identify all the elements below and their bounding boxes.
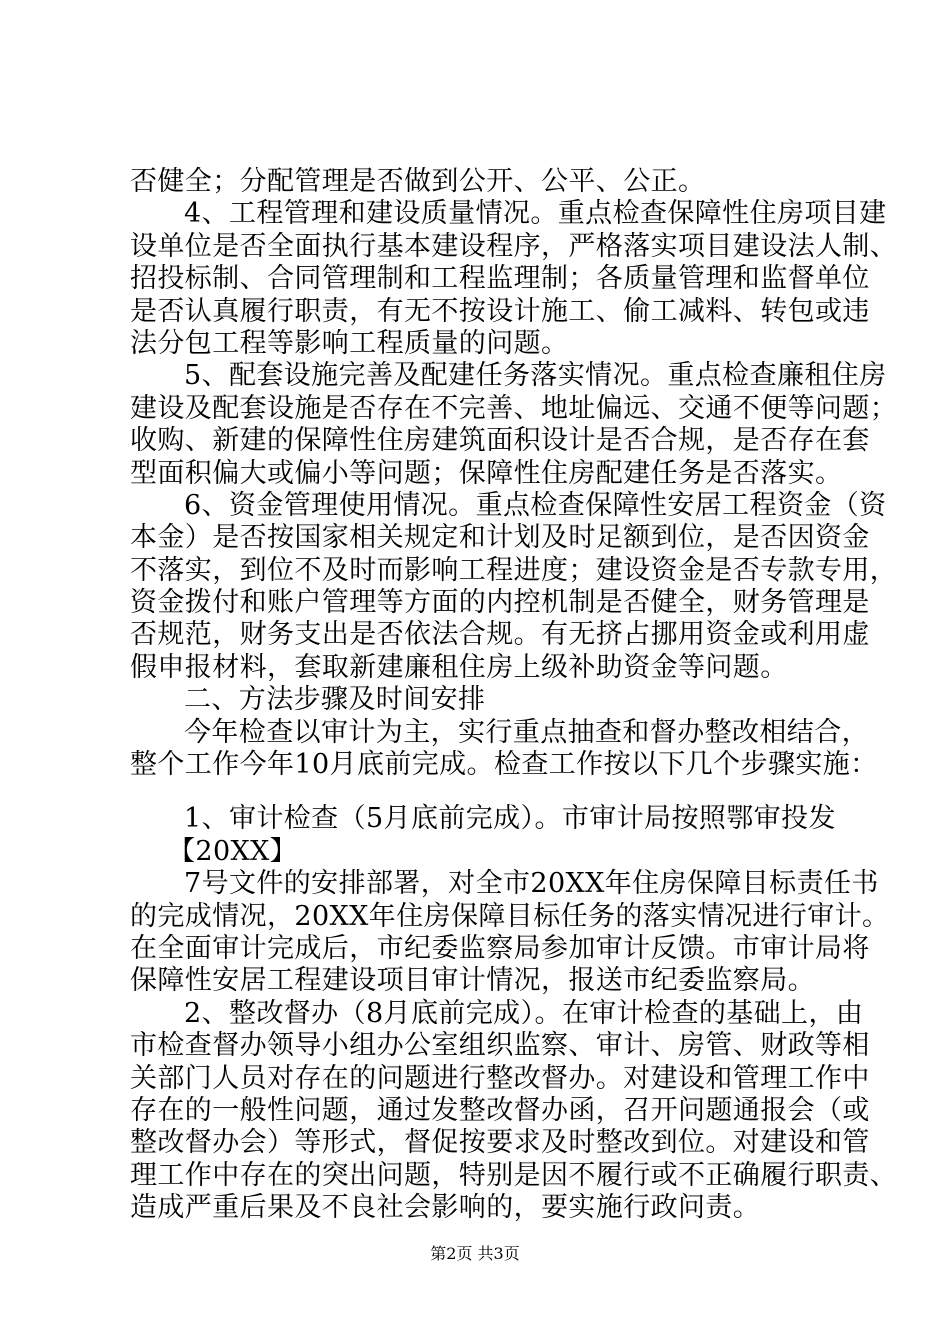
text-line: 2、整改督办（8月底前完成）。在审计检查的基础上，由 [184, 997, 864, 1029]
text-line: 假申报材料，套取新建廉租住房上级补助资金等问题。 [130, 651, 788, 683]
text-line: 是否认真履行职责，有无不按设计施工、偷工减料、转包或违 [130, 295, 870, 327]
text-line: 法分包工程等影响工程质量的问题。 [130, 327, 569, 359]
text-line: 在全面审计完成后，市纪委监察局参加审计反馈。市审计局将 [130, 932, 870, 964]
document-body [130, 166, 898, 1225]
text-line: 型面积偏大或偏小等问题；保障性住房配建任务是否落实。 [130, 457, 843, 489]
text-line: 否规范，财务支出是否依法合规。有无挤占挪用资金或利用虚 [130, 619, 870, 651]
text-line: 7号文件的安排部署，对全市20XX年住房保障目标责任书 [184, 868, 879, 900]
text-line: 保障性安居工程建设项目审计情况，报送市纪委监察局。 [130, 965, 815, 997]
section-heading: 二、方法步骤及时间安排 [184, 684, 486, 716]
text-line: 设单位是否全面执行基本建设程序，严格落实项目建设法人制、 [130, 230, 898, 262]
text-line: 整改督办会）等形式，督促按要求及时整改到位。对建设和管 [130, 1127, 870, 1159]
text-line: 今年检查以审计为主，实行重点抽查和督办整改相结合， [184, 716, 869, 748]
text-line: 招投标制、合同管理制和工程监理制；各质量管理和监督单位 [130, 263, 870, 295]
text-line: 资金拨付和账户管理等方面的内控机制是否健全，财务管理是 [130, 587, 870, 619]
text-line: 否健全；分配管理是否做到公开、公平、公正。 [130, 166, 706, 197]
text-line: 整个工作今年10月底前完成。检查工作按以下几个步骤实施： [130, 749, 878, 781]
text-line: 5、配套设施完善及配建任务落实情况。重点检查廉租住房 [184, 360, 887, 392]
page-footer: 第2页 共3页 [430, 1244, 520, 1263]
text-line: 【20XX】 [168, 835, 298, 867]
text-line: 关部门人员对存在的问题进行整改督办。对建设和管理工作中 [130, 1062, 870, 1094]
text-line: 不落实，到位不及时而影响工程进度；建设资金是否专款专用， [130, 554, 898, 586]
text-line: 理工作中存在的突出问题，特别是因不履行或不正确履行职责、 [130, 1159, 898, 1191]
text-line: 的完成情况，20XX年住房保障目标任务的落实情况进行审计。 [130, 900, 890, 932]
text-line: 市检查督办领导小组办公室组织监察、审计、房管、财政等相 [130, 1030, 870, 1062]
text-line: 4、工程管理和建设质量情况。重点检查保障性住房项目建 [184, 198, 887, 230]
text-line: 存在的一般性问题，通过发整改督办函，召开问题通报会（或 [130, 1094, 870, 1126]
text-line: 1、审计检查（5月底前完成）。市审计局按照鄂审投发 [184, 803, 836, 835]
text-line: 本金）是否按国家相关规定和计划及时足额到位，是否因资金 [130, 522, 870, 554]
text-line: 收购、新建的保障性住房建筑面积设计是否合规，是否存在套 [130, 425, 870, 457]
text-line: 6、资金管理使用情况。重点检查保障性安居工程资金（资 [184, 489, 887, 521]
text-line: 造成严重后果及不良社会影响的，要实施行政问责。 [130, 1192, 761, 1224]
text-line: 建设及配套设施是否存在不完善、地址偏远、交通不便等问题； [130, 392, 898, 424]
